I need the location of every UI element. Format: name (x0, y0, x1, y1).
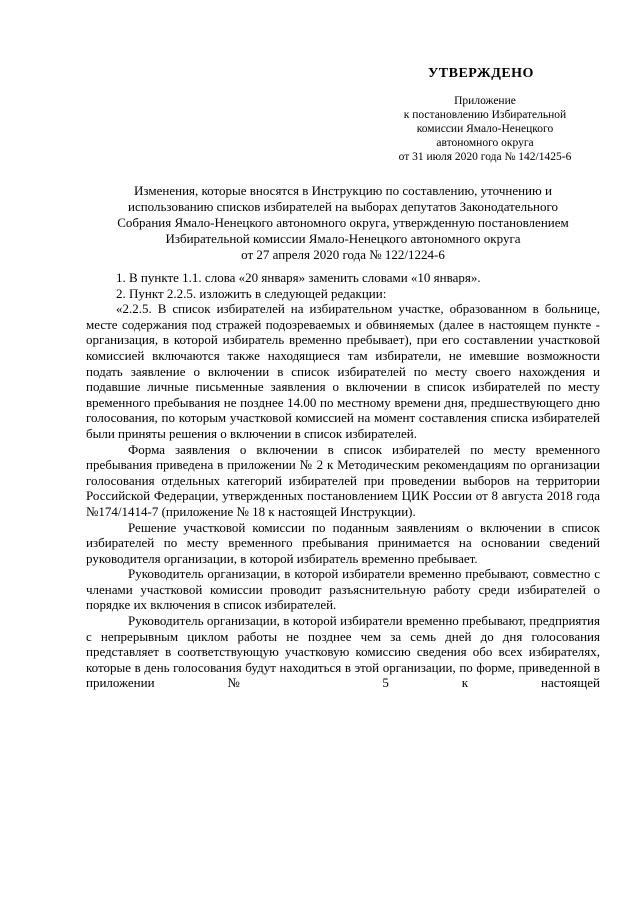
document-title (82, 183, 604, 263)
paragraph-item-2: 2. Пункт 2.2.5. изложить в следующей редакции: (116, 285, 387, 301)
appendix-line: комиссии Ямало-Ненецкого (416, 123, 554, 135)
title-line: от 27 апреля 2020 года № 122/1224-6 (241, 247, 445, 262)
approved-stamp-text: УТВЕРЖДЕНО (428, 66, 534, 81)
paragraph-section-2-2-5: «2.2.5. В список избирателей на избирательном участке, образованном в больнице, месте содержания под стражей подозреваемых и обвиняемых (далее в настоящем пункте - организация, в которой избиратель временно пребывает), при его составлении участковой комиссией включаются также находящиеся там избиратели, не имевшие возможности подать заявление о включении в список избирателей по месту своего нахождения и подавшие личные письменные заявления о включении в список избирателей по месту временного пребывания не позднее 14.00 по местному времени дня, предшествующего дню голосования, по которым участковой комиссией на момент составления списка избирателей были приняты решения о включении в список избирателей. (86, 301, 600, 441)
title-line: Собрания Ямало-Ненецкого автономного округа, утвержденную постановлением (117, 215, 569, 230)
title-line: использованию списков избирателей на выборах депутатов Законодательного (127, 199, 558, 214)
paragraph-head-submission: Руководитель организации, в которой избиратели временно пребывают, предприятия с непрерывным циклом работы не позднее чем за семь дней до дня голосования представляет в соответствующую участковую комиссию сведения обо всех избирателях, которые в день голосования будут находиться в этой организации, по форме, приведенной в приложении № 5 к настоящей (86, 613, 600, 691)
appendix-line: автономного округа (436, 137, 534, 149)
paragraph-commission-decision: Решение участковой комиссии по поданным заявлениям о включении в список избирателей по месту временного пребывания принимается на основании сведений руководителя организации, в которой избиратель временно пребывает. (86, 519, 600, 566)
appendix-line: к постановлению Избирательной (403, 109, 567, 121)
paragraph-item-1: 1. В пункте 1.1. слова «20 января» заменить словами «10 января». (116, 270, 481, 285)
title-line: Избирательной комиссии Ямало-Ненецкого автономного округа (165, 231, 521, 246)
appendix-reference (370, 94, 600, 164)
paragraph-head-explanation: Руководитель организации, в которой избиратели временно пребывают, совместно с членами участковой комиссии проводит разъяснительную работу среди избирателей о порядке их включения в список избирателей. (86, 566, 600, 613)
document-body (86, 270, 600, 691)
appendix-line: от 31 июля 2020 года № 142/1425-6 (398, 151, 572, 163)
paragraph-application-form: Форма заявления о включении в список избирателей по месту временного пребывания приведена в приложении № 2 к Методическим рекомендациям по организации голосования отдельных категорий избирателей при проведении выборов на территории Российской Федерации, утвержденных постановлением ЦИК России от 8 августа 2018 года №174/1414-7 (приложение № 18 к настоящей Инструкции). (86, 441, 600, 519)
title-line: Изменения, которые вносятся в Инструкцию по составлению, уточнению и (134, 183, 552, 198)
appendix-line: Приложение (454, 95, 516, 107)
